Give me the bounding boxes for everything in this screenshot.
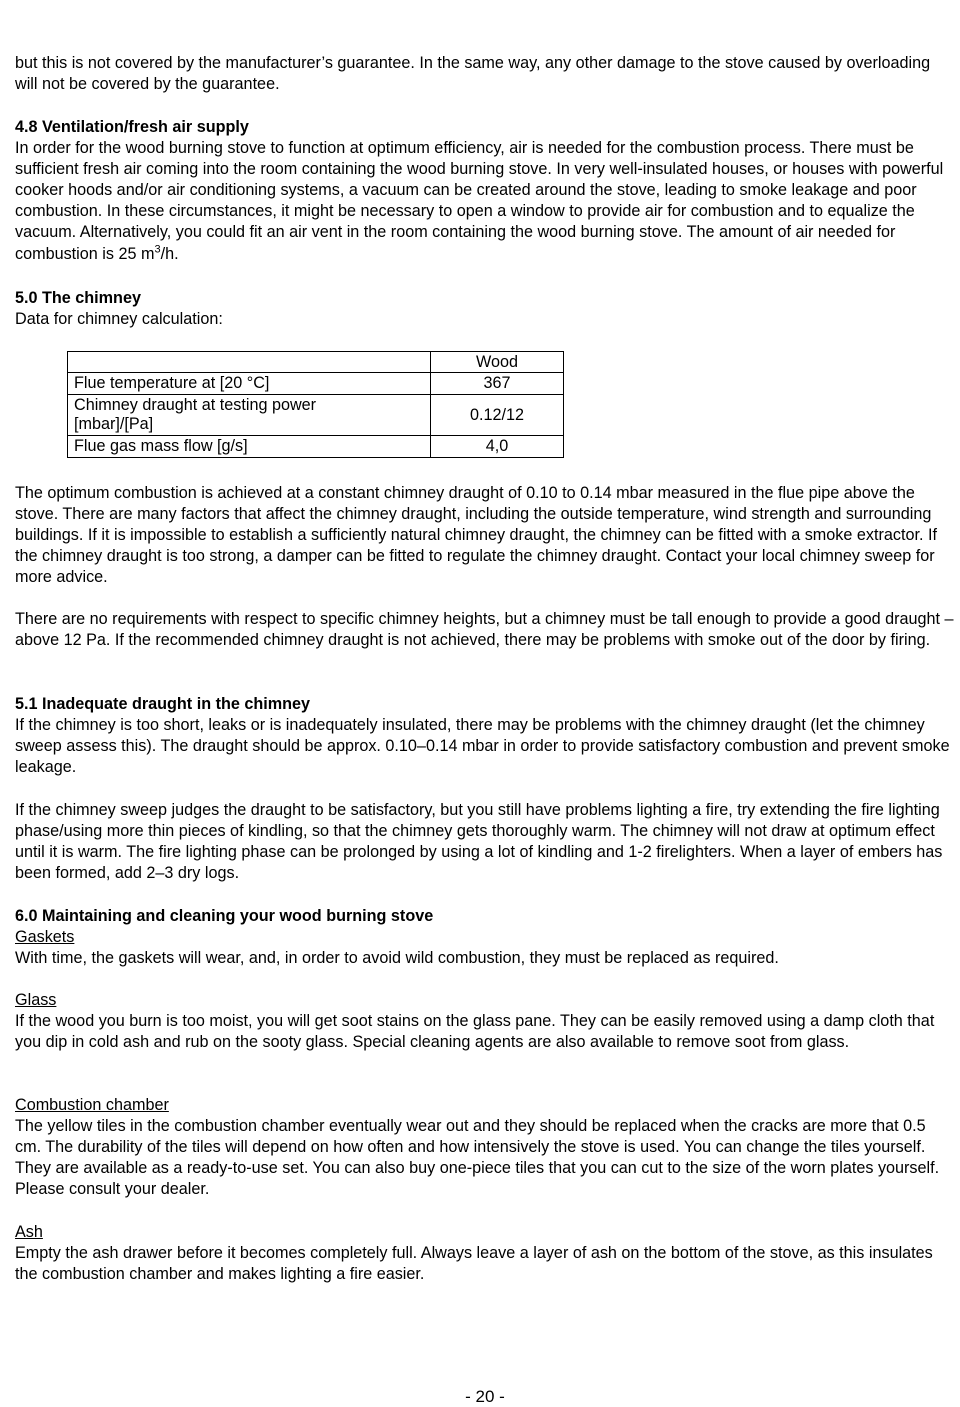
section-5-1 [15,694,955,778]
intro-paragraph: but this is not covered by the manufacturer’s guarantee. In the same way, any other damage to the stove caused by overloading will not be covered by the guarantee. [15,54,931,94]
table-cell-label: Chimney draught at testing power [mbar]/[Pa] [68,395,431,436]
subsection-title: Combustion chamber [15,1096,169,1114]
subsection-combustion-chamber [15,1095,955,1200]
table-cell-label: Flue temperature at [20 °C] [68,373,431,395]
section-6-0 [15,906,955,969]
paragraph: There are no requirements with respect to specific chimney heights, but a chimney must be tall enough to provide a good draught – above 12 Pa. If the recommended chimney draught is not achieved, there may be problems with smoke out of the door by firing. [15,610,954,650]
section-5-0-header [15,288,955,330]
section-text-tail: /h. [160,244,179,263]
table-header-cell: Wood [431,352,564,373]
table-cell-value: 4,0 [431,436,564,458]
table-row [68,373,564,395]
section-text-body: In order for the wood burning stove to function at optimum efficiency, air is needed for the combustion process. There must be sufficient fresh air coming into the room containing the wood burning stove. In very well-insulated houses, or houses with powerful cooker hoods and/or air conditioning systems, a vacuum can be created around the stove, leading to smoke leakage and poor combustion. In these circumstances, it might be necessary to open a window to provide air for combustion and to equalize the vacuum. Alternatively, you could fit an air vent in the room containing the wood burning stove. The amount of air needed for combustion is 25 m [15,139,944,263]
paragraph: If the chimney sweep judges the draught to be satisfactory, but you still have problems lighting a fire, try extending the fire lighting phase/using more thin pieces of kindling, so that the chimney gets thoroughly warm. The chimney will not draw at optimum effect until it is warm. The fire lighting phase can be prolonged by using a lot of kindling and 1-2 firelighters. When a layer of embers has been formed, add 2–3 dry logs. [15,801,943,883]
table-header-row [68,352,564,373]
section-heading: 5.1 Inadequate draught in the chimney [15,695,311,713]
paragraph: Empty the ash drawer before it becomes completely full. Always leave a layer of ash on the bottom of the stove, as this insulates the combustion chamber and makes lighting a fire easier. [15,1244,933,1284]
paragraph: The yellow tiles in the combustion chamber eventually wear out and they should be replaced when the cracks are more that 0.5 cm. The durability of the tiles will depend on how often and how intensively the stove is used. You can change the tiles yourself. They are available as a ready-to-use set. You can also buy one-piece tiles that you can cut to the size of the worn plates yourself. Please consult your dealer. [15,1117,940,1199]
subsection-title: Ash [15,1223,43,1241]
chimney-data-table [67,351,564,458]
paragraph: If the chimney is too short, leaks or is inadequately insulated, there may be problems with the chimney draught (let the chimney sweep assess this). The draught should be approx. 0.10–0.14 mbar in order to provide satisfactory combustion and prevent smoke leakage. [15,716,950,777]
page-number: - 20 - [465,1387,505,1406]
section-4-8 [15,117,955,265]
table-cell-value: 367 [431,373,564,395]
subsection-ash [15,1222,955,1285]
paragraph: With time, the gaskets will wear, and, in order to avoid wild combustion, they must be replaced as required. [15,949,779,968]
table-row [68,395,564,436]
table-row [68,436,564,458]
section-heading: 6.0 Maintaining and cleaning your wood burning stove [15,907,434,925]
subsection-glass [15,990,955,1053]
subsection-title: Gaskets [15,928,75,947]
subsection-title: Glass [15,991,57,1009]
paragraph: The optimum combustion is achieved at a constant chimney draught of 0.10 to 0.14 mbar measured in the flue pipe above the stove. There are many factors that affect the chimney draught, including the outside temperature, wind strength and surrounding buildings. If it is impossible to establish a sufficiently natural chimney draught, the chimney can be fitted with a smoke extractor. If the chimney draught is too strong, a damper can be fitted to regulate the chimney draught. Contact your local chimney sweep for more advice. [15,484,937,587]
table-cell-empty [68,352,431,373]
section-heading: 4.8 Ventilation/fresh air supply [15,118,249,136]
superscript: 3 [154,243,161,256]
section-text [15,138,955,265]
table-cell-value: 0.12/12 [431,395,564,436]
paragraph: If the wood you burn is too moist, you will get soot stains on the glass pane. They can be easily removed using a damp cloth that you dip in cold ash and rub on the sooty glass. Special cleaning agents are also available to remove soot from glass. [15,1012,935,1052]
table-cell-label: Flue gas mass flow [g/s] [68,436,431,458]
section-heading: 5.0 The chimney [15,289,141,307]
section-subheading: Data for chimney calculation: [15,310,223,329]
